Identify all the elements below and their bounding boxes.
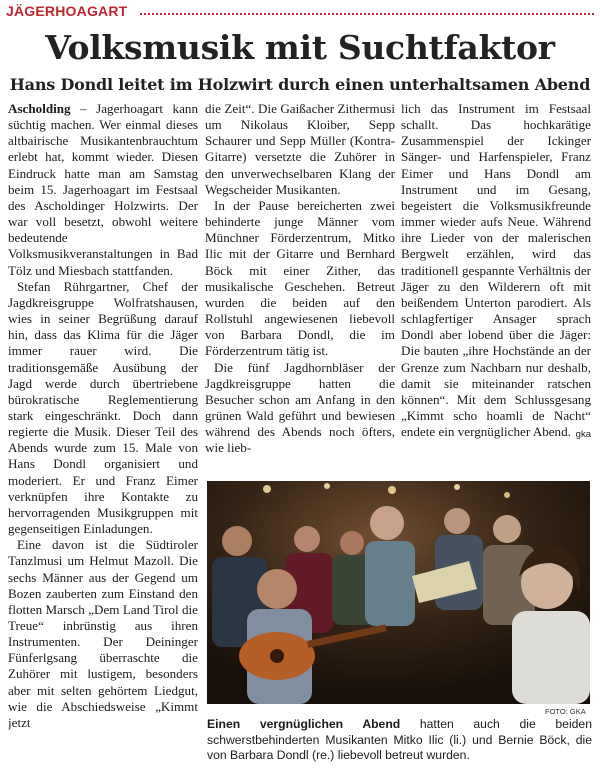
- kicker-dotted-rule: [140, 13, 594, 15]
- photo-illustration: [207, 481, 590, 704]
- article-paragraph: Eine davon ist die Südtiroler Tanzlmusi um Helmut Mazoll. Die sechs Männer aus der Gegend um Bozen zauberten zum Einstand den flotten Marsch „Dem Land Tirol die Treue“ inbrünstig aus ihren Instrumenten. Der Deininger Fünferlgsang überraschte die Zuhörer mit lustigem, besonders aber mit selten gehörtem Liedgut, wie die Abschiedsweise „Kimmt jetzt: [8, 537, 198, 730]
- caption-lead: Einen vergnüglichen Abend: [207, 717, 401, 731]
- news-photo: [207, 481, 590, 704]
- paragraph-text: – Jagerhoagart kann süchtig machen. Wer einmal dieses altbairische Musikantenbrauchtum erlebt hat, kommt wieder. Diesen Eindruck hatte man am Samstag beim 15. Jagerhoagart im Festsaal des Ascholdinger Holzwirts. Der war voll besetzt, obwohl weitere bedeutende Volksmusikveranstaltungen in Bad Tölz und Miesbach stattfanden.: [8, 101, 198, 278]
- article-paragraph: [401, 101, 591, 440]
- article-column-2: [205, 101, 395, 471]
- article-column-3: [401, 101, 591, 441]
- paragraph-text: lich das Instrument im Festsaal schallt. Das hochkarätige Zusammenspiel der Ickinger Sänger- und Harfenspieler, Franz Eimer und Hans Dondl am Instrument und im Gesang, begeistert die Volksmusikfreunde immer wieder aufs Neue. Während ihre Lieder von der malerischen Bergwelt erzählen, wird das traditionell gespannte Verhältnis der Jäger zu den Wilderern oft mit beißendem Unterton parodiert. Als schlagfertiger Ansager sprach Dondl aber lobend über die Jäger: Die bauten „ihre Hochstände an der Grenze zum Nachbarn nur deshalb, damit sie miteinander ratschen können“. Mit dem Schlussgesang „Kimmt scho hoamli de Nacht“ endete ein vergnüglicher Abend.: [401, 101, 591, 440]
- caption-text: hatten auch die beiden schwerstbehinderten Musikanten Mitko Ilic (li.) und Bernie Böck, die von Barbara Dondl (re.) liebevoll betreut wurden.: [207, 717, 592, 763]
- article-paragraph: In der Pause bereicherten zwei behinderte junge Männer vom Münchner Förderzentrum, Mitko Ilic mit der Gitarre und Bernhard Böck mit einer Zither, das musikalische Geschehen. Betreut wurden die beiden auf den Rollstuhl angewiesenen liebevoll von Barbara Dondl, die im Förderzentrum tätig ist.: [205, 197, 395, 359]
- author-initials: gka: [575, 429, 591, 441]
- subheadline: Hans Dondl leitet im Holzwirt durch einen unterhaltsamen Abend: [9, 75, 591, 94]
- dateline: Ascholding: [8, 101, 71, 116]
- section-kicker: JÄGERHOAGART: [6, 3, 128, 19]
- article-paragraph: [8, 101, 198, 279]
- headline: Volksmusik mit Suchtfaktor: [45, 28, 555, 67]
- article-paragraph: Die fünf Jagdhornbläser der Jagdkreisgruppe hatten die Besucher schon am Anfang in den grünen Wald geführt und bewiesen während des Abends noch öfters, wie lieb-: [205, 359, 395, 456]
- article-paragraph: Stefan Rührgartner, Chef der Jagdkreisgruppe Wolfratshausen, wies in seiner Begrüßung darauf hin, dass das Klima für die Jäger immer rauer wird. Die traditionsgemäße Ausübung der Jagd werde durch übertriebene bürokratische Reglementierung stark eingeschränkt. Doch dann regierte die Musik. Dieser Teil des Abends wurde zum 15. Male von Hans Dondl organisiert und moderiert. Er und Franz Eimer verknüpfen ihre Kontakte zu hervorragenden Musikgruppen mit gegenseitigen Einladungen.: [8, 278, 198, 537]
- photo-credit: FOTO: GKA: [545, 707, 586, 716]
- article-paragraph: die Zeit“. Die Gaißacher Zithermusi um Nikolaus Kloiber, Sepp Schaurer und Sepp Müller (Kontra-Gitarre) versetzte die Zuhörer in den unverwechselbaren Klang der Wegscheider Musikanten.: [205, 101, 395, 197]
- article-column-1: [8, 101, 198, 773]
- photo-caption: [207, 717, 592, 764]
